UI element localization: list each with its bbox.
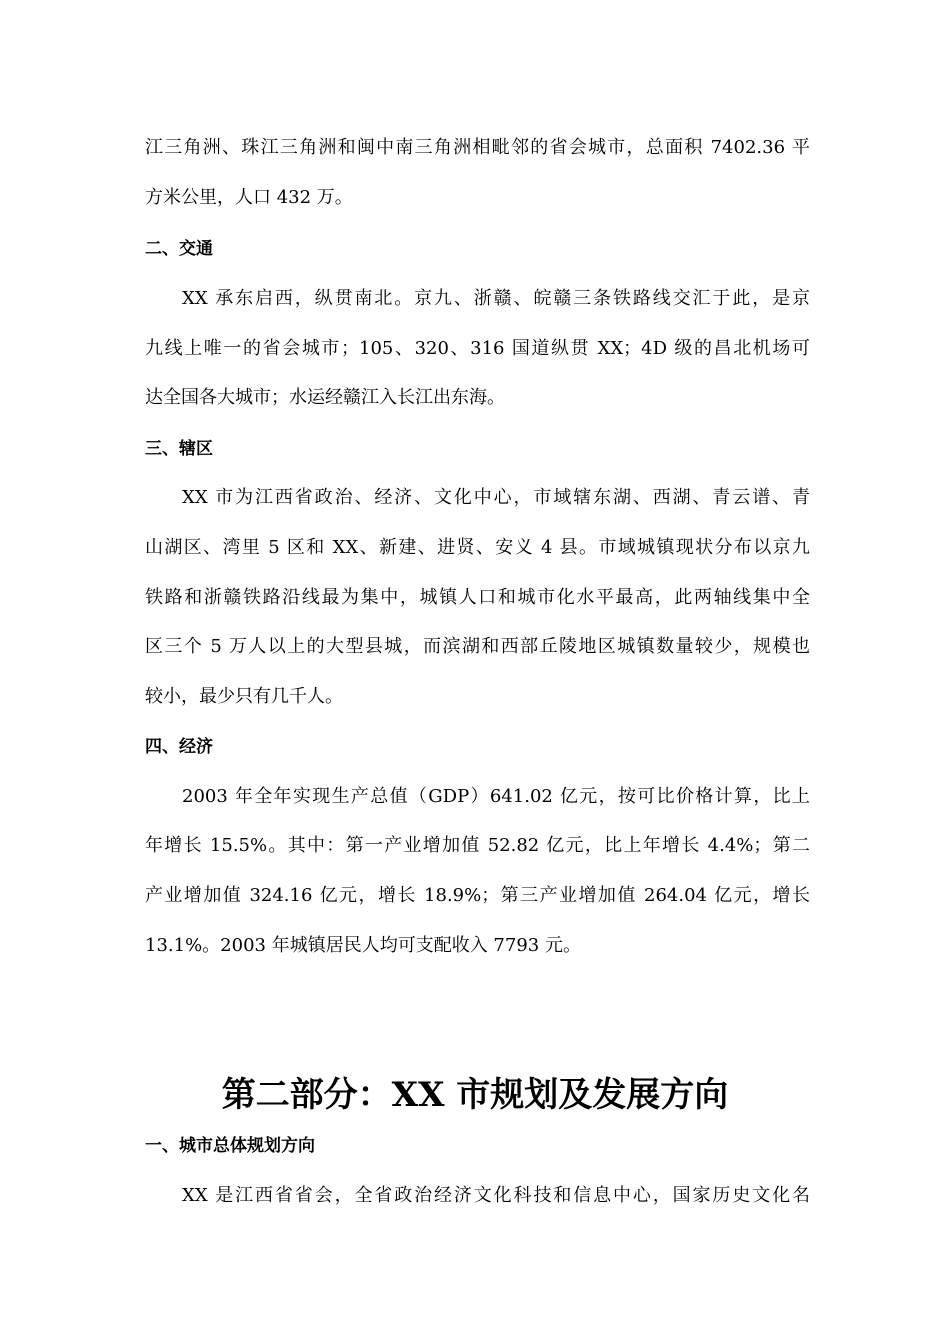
section-heading-planning: 一、城市总体规划方向 — [145, 1136, 315, 1156]
paragraph-line: 13.1%。2003 年城镇居民人均可支配收入 7793 元。 — [145, 935, 581, 956]
paragraph-line: 2003 年全年实现生产总值（GDP）641.02 亿元，按可比价格计算，比上 — [182, 786, 810, 807]
paragraph-line: 江三角洲、珠江三角洲和闽中南三角洲相毗邻的省会城市，总面积 7402.36 平 — [145, 137, 810, 158]
paragraph-line: 达全国各大城市；水运经赣江入长江出东海。 — [145, 387, 505, 408]
paragraph-line: 铁路和浙赣铁路沿线最为集中，城镇人口和城市化水平最高，此两轴线集中全 — [145, 587, 810, 608]
paragraph-line: 产业增加值 324.16 亿元，增长 18.9%；第三产业增加值 264.04 亿元，增长 — [145, 885, 810, 906]
paragraph-line: 山湖区、湾里 5 区和 XX、新建、进贤、安义 4 县。市域城镇现状分布以京九 — [145, 537, 810, 558]
paragraph-line: 方米公里，人口 432 万。 — [145, 187, 353, 208]
part-title: 第二部分：XX 市规划及发展方向 — [221, 1075, 729, 1115]
paragraph-line: 较小，最少只有几千人。 — [145, 686, 343, 707]
paragraph-line: 九线上唯一的省会城市；105、320、316 国道纵贯 XX；4D 级的昌北机场可 — [145, 338, 810, 359]
paragraph-line: XX 市为江西省政治、经济、文化中心，市域辖东湖、西湖、青云谱、青 — [182, 487, 810, 508]
paragraph-line: XX 是江西省省会，全省政治经济文化科技和信息中心，国家历史文化名 — [182, 1185, 810, 1206]
section-heading-economy: 四、经济 — [145, 737, 213, 757]
paragraph-line: 区三个 5 万人以上的大型县城，而滨湖和西部丘陵地区城镇数量较少，规模也 — [145, 636, 810, 657]
paragraph-line: XX 承东启西，纵贯南北。京九、浙赣、皖赣三条铁路线交汇于此，是京 — [182, 288, 810, 309]
paragraph-line: 年增长 15.5%。其中：第一产业增加值 52.82 亿元，比上年增长 4.4%；第二 — [145, 835, 810, 856]
section-heading-transport: 二、交通 — [145, 239, 213, 259]
section-heading-districts: 三、辖区 — [145, 439, 213, 459]
